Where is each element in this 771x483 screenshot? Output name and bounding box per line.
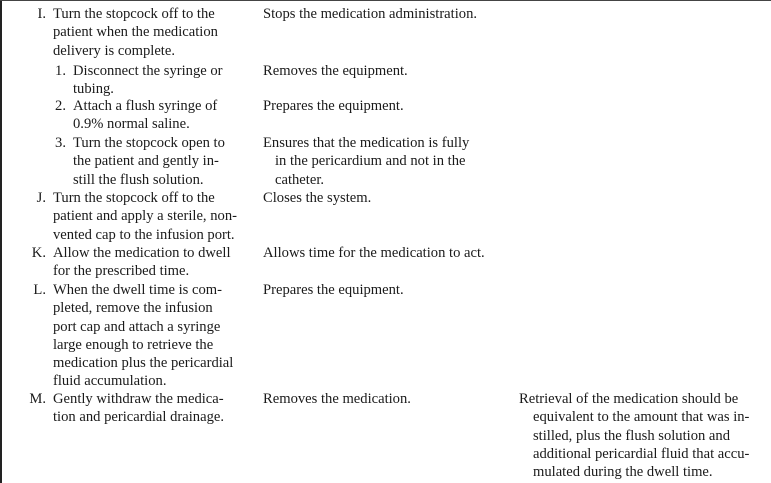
rationale-text (263, 134, 469, 189)
note-text-line: mulated during the dwell time. (533, 464, 713, 481)
step-text-line: Attach a flush syringe of (73, 98, 218, 114)
step-text (53, 244, 231, 281)
rationale-text-line: Prepares the equipment. (263, 282, 404, 298)
step-text-line: 0.9% normal saline. (73, 116, 190, 133)
rationale-text (263, 281, 404, 299)
note-text-line: equivalent to the amount that was in- (533, 409, 750, 426)
top-border (0, 0, 771, 1)
rationale-text-line: Removes the equipment. (263, 63, 408, 79)
step-text-line: Disconnect the syringe or (73, 63, 223, 79)
note-text-line: additional pericardial fluid that accu- (533, 445, 750, 462)
step-number: 3. (55, 135, 66, 151)
step-text-line: pleted, remove the infusion (53, 300, 213, 317)
rationale-text-line: catheter. (275, 171, 325, 188)
step-number: K. (31, 245, 46, 261)
step-text (73, 97, 217, 134)
step-text (73, 62, 223, 99)
step-text-line: delivery is complete. (53, 42, 175, 59)
step-text (53, 5, 218, 60)
rationale-text-line: in the pericardium and not in the (275, 153, 466, 170)
step-text-line: medication plus the pericardial (53, 355, 234, 372)
rationale-text-line: Prepares the equipment. (263, 98, 404, 114)
step-text (53, 390, 224, 427)
rationale-text-line: Allows time for the medication to act. (263, 245, 485, 261)
step-text-line: Turn the stopcock off to the (53, 190, 215, 206)
note-text-line: Retrieval of the medication should be (519, 391, 739, 407)
step-text-line: tion and pericardial drainage. (53, 409, 224, 426)
rationale-text (263, 5, 477, 23)
step-text (53, 189, 237, 244)
step-text-line: Allow the medication to dwell (53, 245, 231, 261)
step-text-line: When the dwell time is com- (53, 282, 222, 298)
step-number: 1. (55, 63, 66, 79)
rationale-text (263, 189, 371, 207)
rationale-text (263, 62, 408, 80)
step-text-line: the patient and gently in- (73, 153, 219, 170)
step-text-line: for the prescribed time. (53, 263, 190, 280)
step-text-line: vented cap to the infusion port. (53, 226, 235, 243)
note-text-line: stilled, plus the flush solution and (533, 427, 731, 444)
step-number: 2. (55, 98, 66, 114)
step-text-line: patient when the medication (53, 24, 218, 41)
rationale-text-line: Ensures that the medication is fully (263, 135, 470, 151)
rationale-text (263, 390, 411, 408)
rationale-text-line: Closes the system. (263, 190, 372, 206)
step-text-line: patient and apply a sterile, non- (53, 208, 237, 225)
step-text (73, 134, 225, 189)
rationale-text-line: Stops the medication administration. (263, 6, 478, 22)
step-text-line: tubing. (73, 81, 114, 98)
rationale-text (263, 244, 485, 262)
note-text (519, 390, 749, 481)
step-number: I. (37, 6, 46, 22)
step-text-line: large enough to retrieve the (53, 336, 214, 353)
step-text-line: fluid accumulation. (53, 373, 167, 390)
step-text-line: still the flush solution. (73, 171, 204, 188)
left-border (0, 0, 2, 483)
step-number: M. (29, 391, 46, 407)
step-number: J. (36, 190, 46, 206)
rationale-text (263, 97, 404, 115)
rationale-text-line: Removes the medication. (263, 391, 411, 407)
step-text-line: Gently withdraw the medica- (53, 391, 224, 407)
step-number: L. (33, 282, 46, 298)
step-text-line: port cap and attach a syringe (53, 318, 221, 335)
step-text-line: Turn the stopcock open to (73, 135, 225, 151)
step-text (53, 281, 233, 391)
step-text-line: Turn the stopcock off to the (53, 6, 215, 22)
